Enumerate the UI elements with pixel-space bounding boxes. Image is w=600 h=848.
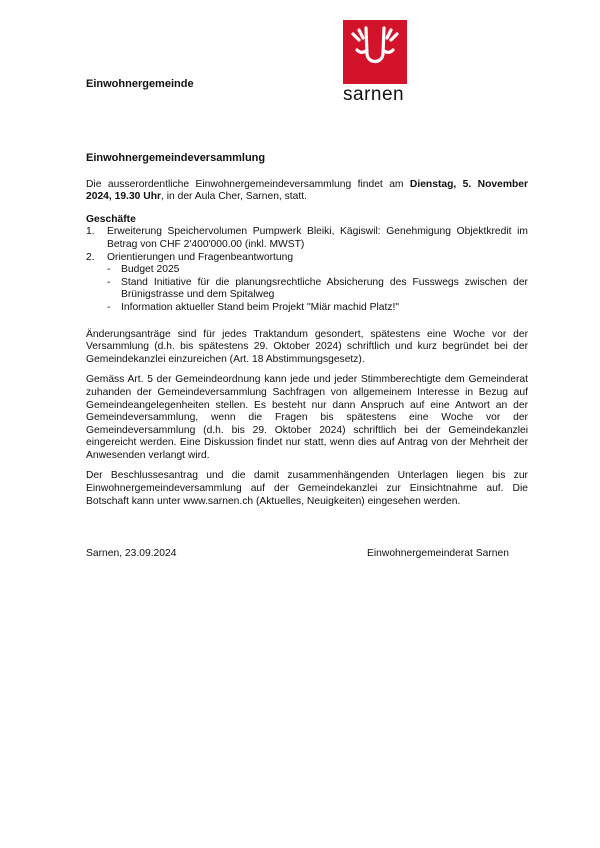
agenda-item-number: 1. [86,226,95,238]
documents-paragraph: Der Beschlussesantrag und die damit zusammenhängenden Unterlagen liegen bis zur Einwohnergemeindeversammlung auf der Gemeindekanzlei zur Einsichtnahme auf. Die Botschaft kann unter www.sarnen.ch (Aktuelles, Neuigkeiten) eingesehen werden. [86,470,528,507]
agenda-subitem [107,264,528,277]
intro-paragraph [86,179,528,204]
agenda-sublist [107,264,528,314]
agenda-subitem [107,277,528,302]
amendment-paragraph: Änderungsanträge sind für jedes Traktandum gesondert, spätestens eine Woche vor der Versammlung (d.h. bis spätestens 29. Oktober 2024) schriftlich und kurz begründet bei der Gemeindekanzlei einzureichen (Art. 18 Abstimmungsgesetz). [86,328,528,365]
agenda-subitem-text: Information aktueller Stand beim Projekt "Miär machid Platz!" [121,301,400,313]
agenda-item-text: Orientierungen und Fragenbeantwortung [107,251,294,263]
organisation-label: Einwohnergemeinde [86,78,194,90]
agenda-item-text: Erweiterung Speichervolumen Pumpwerk Bleiki, Kägiswil: Genehmigung Objektkredit im Betrag von CHF 2'400'000.00 (inkl. MWST) [107,226,528,250]
agenda-item-number: 2. [86,251,95,263]
dash-bullet: - [107,301,111,313]
dash-bullet: - [107,264,111,276]
signature: Einwohnergemeinderat Sarnen [367,548,509,559]
questions-paragraph: Gemäss Art. 5 der Gemeindeordnung kann jede und jeder Stimmberechtigte dem Gemeinderat zuhanden der Gemeindeversammlung Sachfragen von allgemeinem Interesse in Bezug auf Gemeindeangelegenheiten stellen. Es besteht nur dann Anspruch auf eine Antwort an der Gemeindeversammlung, wenn die Fragen bis spätestens eine Woche vor der Gemeindeversammlung (d.h. bis 29. Oktober 2024) schriftlich bei der Gemeindekanzlei eingereicht werden. Eine Diskussion findet nur statt, wenn dies auf Antrag von der Mehrheit der Anwesenden verlangt wird. [86,374,528,461]
dash-bullet: - [107,276,111,288]
agenda-item [86,226,528,251]
agenda-list [86,226,528,314]
agenda-heading: Geschäfte [86,213,136,225]
agenda-subitem-text: Stand Initiative für die planungsrechtliche Absicherung des Fusswegs zwischen der Brünigstrasse und dem Spitalweg [121,276,528,301]
document-title: Einwohnergemeindeversammlung [86,152,266,164]
agenda-item [86,252,528,315]
document-footer [86,548,516,559]
agenda-subitem-text: Budget 2025 [121,264,180,276]
logo-mark-icon [343,20,407,84]
intro-text: Die ausserordentliche Einwohnergemeindeversammlung findet am [86,178,410,190]
intro-location: , in der Aula Cher, Sarnen, statt. [161,191,307,203]
document-body [86,152,528,516]
place-date: Sarnen, 23.09.2024 [86,548,177,559]
meeting-date: Dienstag, 5. November 2024, 19.30 Uhr [86,178,528,203]
sarnen-logo [343,20,409,106]
logo-wordmark: sarnen [343,84,405,105]
agenda-subitem [107,302,528,315]
